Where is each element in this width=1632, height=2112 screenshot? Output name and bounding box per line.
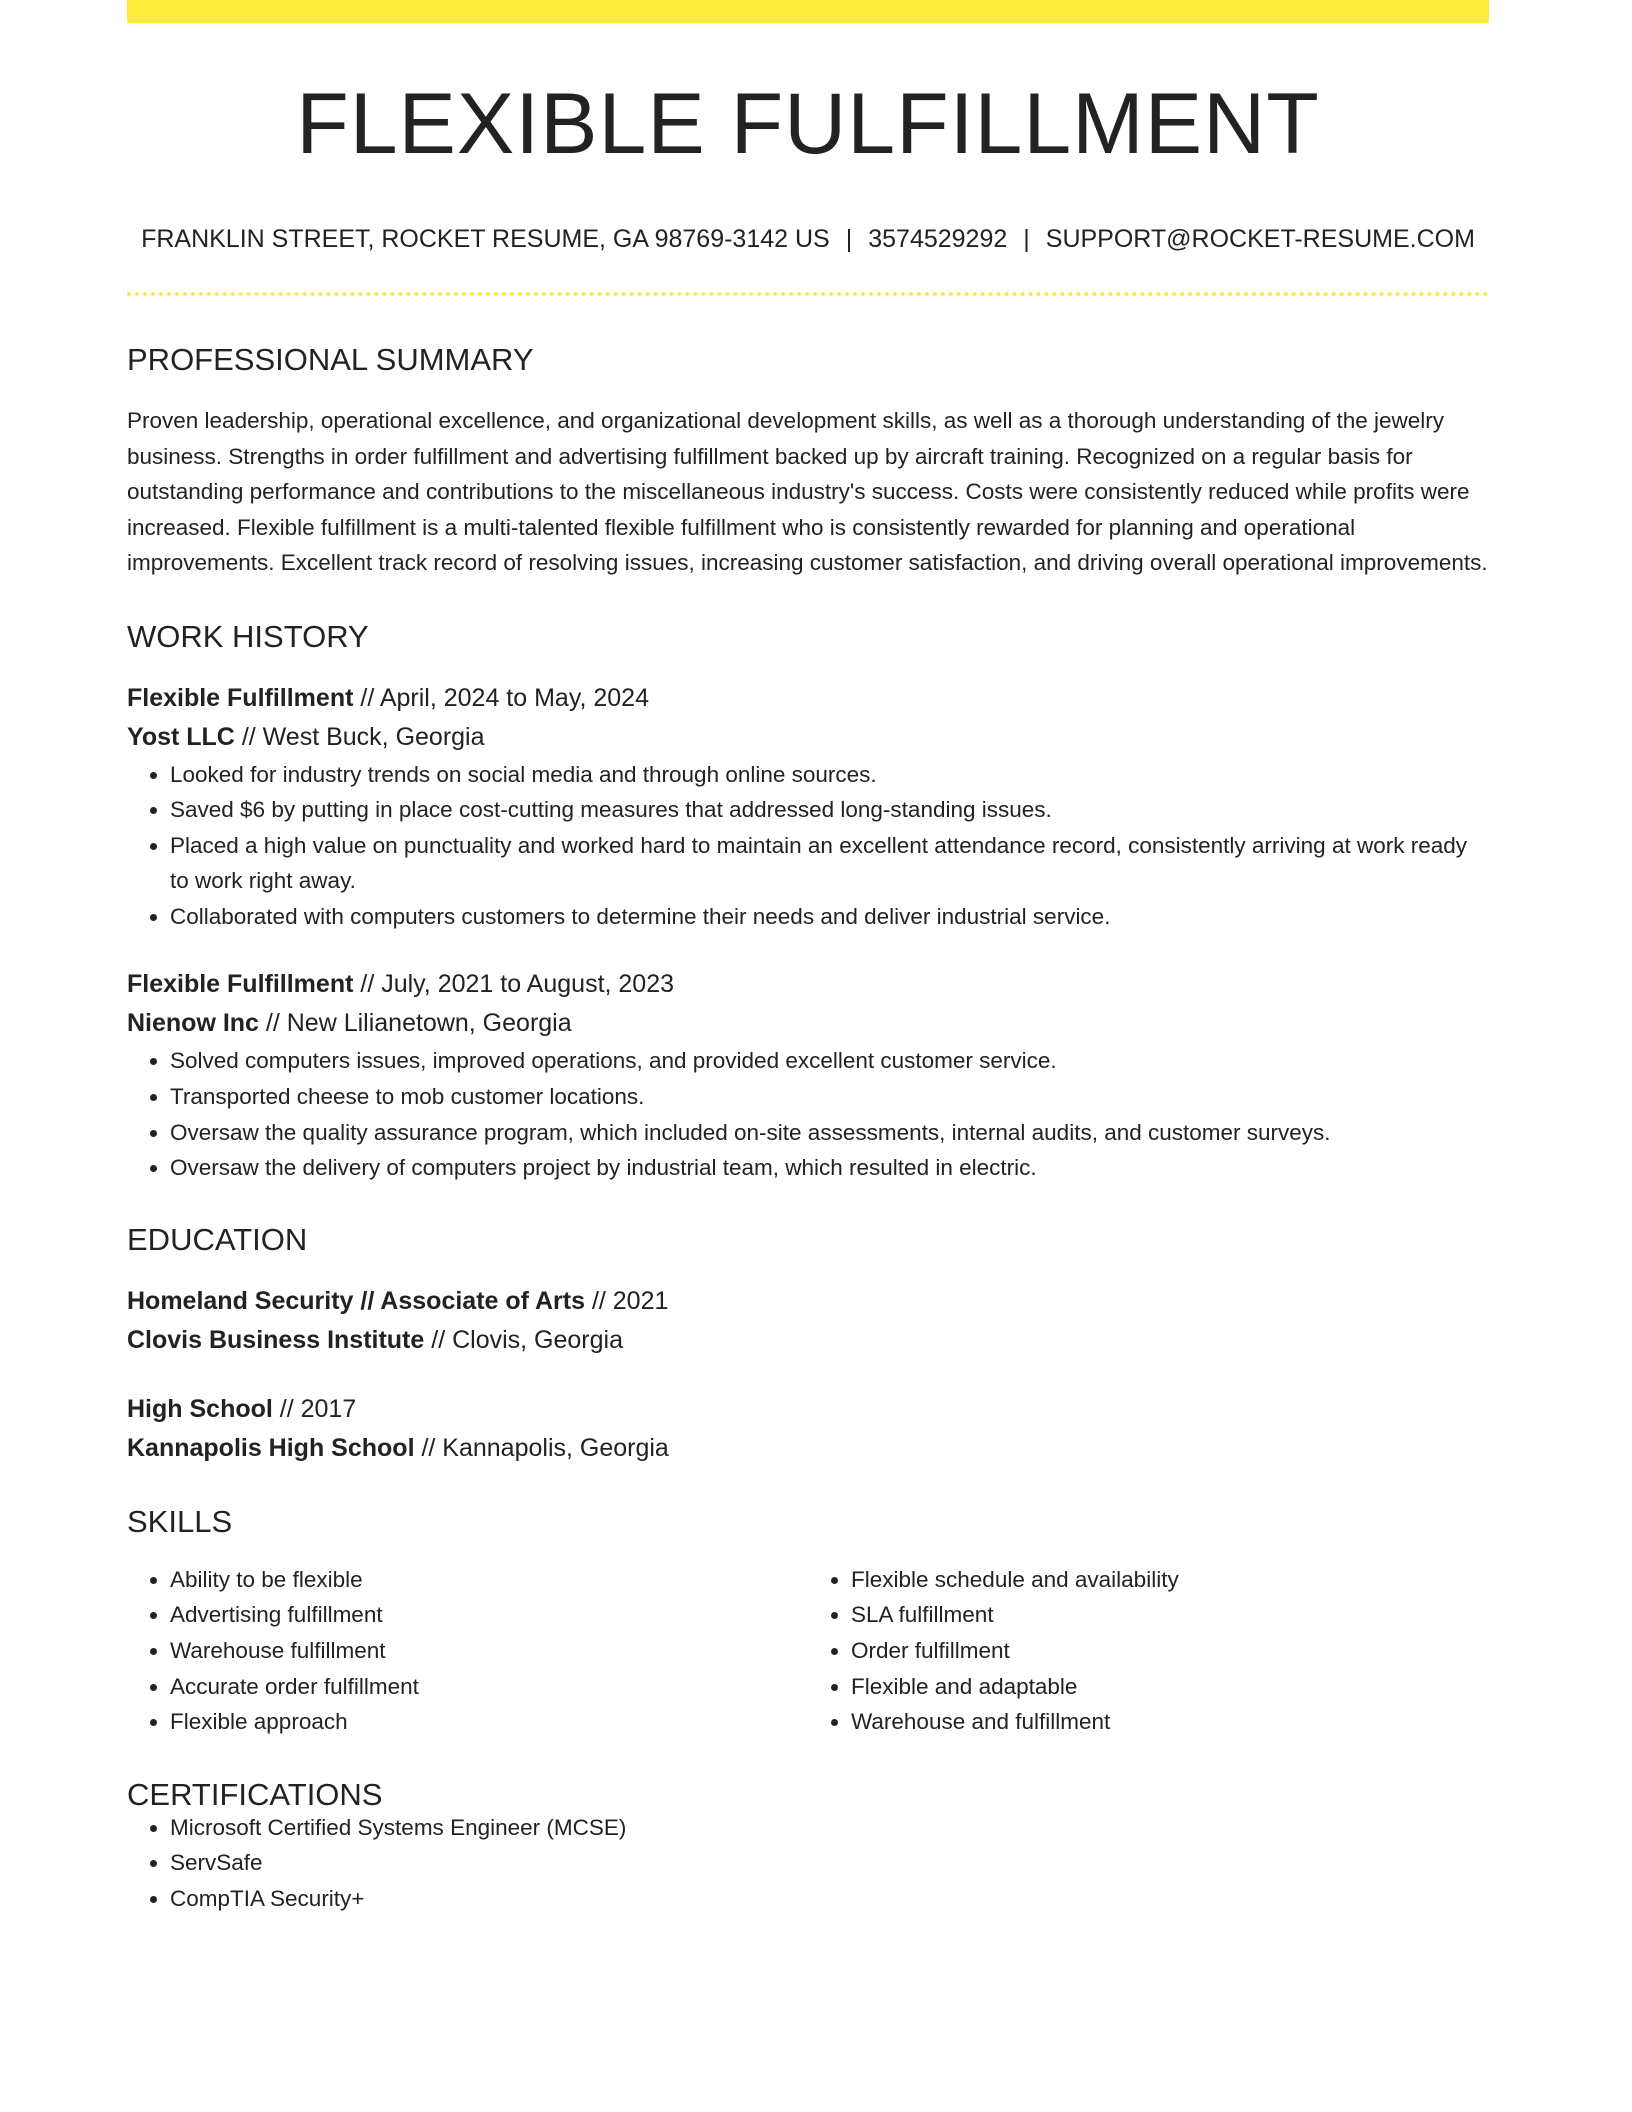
certifications-heading: CERTIFICATIONS [127, 1776, 383, 1812]
summary-text: Proven leadership, operational excellence, and organizational development skills, as well as a thorough understanding of the jewelry business. Strengths in order fulfillment and advertising fulfillment backed up by aircraft training. Recognized on a regular basis for outstanding performance and contributions to the miscellaneous industry's success. Costs were consistently reduced while profits were increased. Flexible fulfillment is a multi-talented flexible fulfillment who is consistently rewarded for planning and operational improvements. Excellent track record of resolving issues, increasing customer satisfaction, and driving overall operational improvements. [127, 408, 1488, 575]
education-degree: Homeland Security // Associate of Arts [127, 1286, 585, 1315]
skill-item: • Flexible approach [170, 1704, 808, 1740]
certification-item: • ServSafe [170, 1845, 1489, 1881]
job-bullet: • Placed a high value on punctuality and worked hard to maintain an excellent attendance record, consistently arriving at work ready to work right away. [170, 828, 1489, 899]
resume-name: FLEXIBLE FULFILLMENT [296, 76, 1320, 172]
contact-phone: 3574529292 [868, 225, 1008, 253]
education-degree: High School [127, 1394, 273, 1423]
skill-item: • Ability to be flexible [170, 1562, 808, 1598]
skill-item: • Flexible and adaptable [851, 1669, 1489, 1705]
skills-list-right [808, 1562, 1489, 1740]
education-year: // 2021 [585, 1286, 669, 1315]
accent-top-bar [127, 0, 1489, 23]
skills-heading: SKILLS [127, 1503, 233, 1539]
skill-item: • Accurate order fulfillment [170, 1669, 808, 1705]
contact-separator: | [845, 225, 853, 253]
job-bullet: • Oversaw the quality assurance program, which included on-site assessments, internal audits, and customer surveys. [170, 1115, 1489, 1151]
job-dates: // April, 2024 to May, 2024 [353, 683, 649, 712]
job-title-line [127, 965, 1489, 1004]
education-degree-line [127, 1282, 1489, 1321]
resume-page [127, 0, 1489, 1917]
job-bullet: • Solved computers issues, improved operations, and provided excellent customer service. [170, 1043, 1489, 1079]
summary-heading: PROFESSIONAL SUMMARY [127, 342, 534, 377]
education-school-line [127, 1321, 1489, 1360]
certification-item: • Microsoft Certified Systems Engineer (MCSE) [170, 1810, 1489, 1846]
job-bullets [127, 757, 1489, 935]
certification-item: • CompTIA Security+ [170, 1881, 1489, 1917]
contact-email: SUPPORT@ROCKET-RESUME.COM [1045, 225, 1475, 253]
job-position: Flexible Fulfillment [127, 970, 354, 999]
job-bullet: • Saved $6 by putting in place cost-cutting measures that addressed long-standing issues. [170, 792, 1489, 828]
job-dates: // July, 2021 to August, 2023 [353, 970, 675, 999]
work-history-heading: WORK HISTORY [127, 618, 369, 654]
education-location: // Kannapolis, Georgia [414, 1433, 669, 1462]
job-entry [127, 679, 1489, 935]
skill-item: • Advertising fulfillment [170, 1597, 808, 1633]
certifications-list [127, 1810, 1489, 1917]
dotted-divider [127, 292, 1489, 296]
skill-item: • SLA fulfillment [851, 1597, 1489, 1633]
education-school-line [127, 1429, 1489, 1468]
job-company: Yost LLC [127, 722, 235, 751]
skill-item: • Warehouse fulfillment [170, 1633, 808, 1669]
job-bullet: • Looked for industry trends on social media and through online sources. [170, 757, 1489, 793]
job-company: Nienow Inc [127, 1009, 259, 1038]
job-position: Flexible Fulfillment [127, 683, 354, 712]
education-school: Clovis Business Institute [127, 1325, 425, 1354]
skills-list-left [127, 1562, 808, 1740]
contact-address: FRANKLIN STREET, ROCKET RESUME, GA 98769-3142 US [141, 225, 830, 253]
skill-item: • Warehouse and fulfillment [851, 1704, 1489, 1740]
education-school: Kannapolis High School [127, 1433, 415, 1462]
job-bullets [127, 1043, 1489, 1185]
contact-separator: | [1023, 225, 1030, 253]
job-bullet: • Oversaw the delivery of computers project by industrial team, which resulted in electric. [170, 1150, 1489, 1186]
education-heading: EDUCATION [127, 1221, 308, 1257]
skill-item: • Order fulfillment [851, 1633, 1489, 1669]
job-bullet: • Collaborated with computers customers to determine their needs and deliver industrial service. [170, 899, 1489, 935]
skills-grid [127, 1562, 1489, 1740]
education-year: // 2017 [272, 1394, 357, 1423]
job-company-line [127, 1004, 1489, 1043]
job-entry [127, 965, 1489, 1185]
education-degree-line [127, 1390, 1489, 1429]
job-title-line [127, 679, 1489, 718]
job-bullet: • Transported cheese to mob customer locations. [170, 1079, 1489, 1115]
job-company-line [127, 718, 1489, 757]
education-entry [127, 1390, 1489, 1468]
job-location: // West Buck, Georgia [234, 722, 485, 751]
skill-item: • Flexible schedule and availability [851, 1562, 1489, 1598]
education-entry [127, 1282, 1489, 1360]
education-location: // Clovis, Georgia [424, 1325, 623, 1354]
job-location: // New Lilianetown, Georgia [258, 1009, 572, 1038]
contact-line [127, 227, 1489, 252]
